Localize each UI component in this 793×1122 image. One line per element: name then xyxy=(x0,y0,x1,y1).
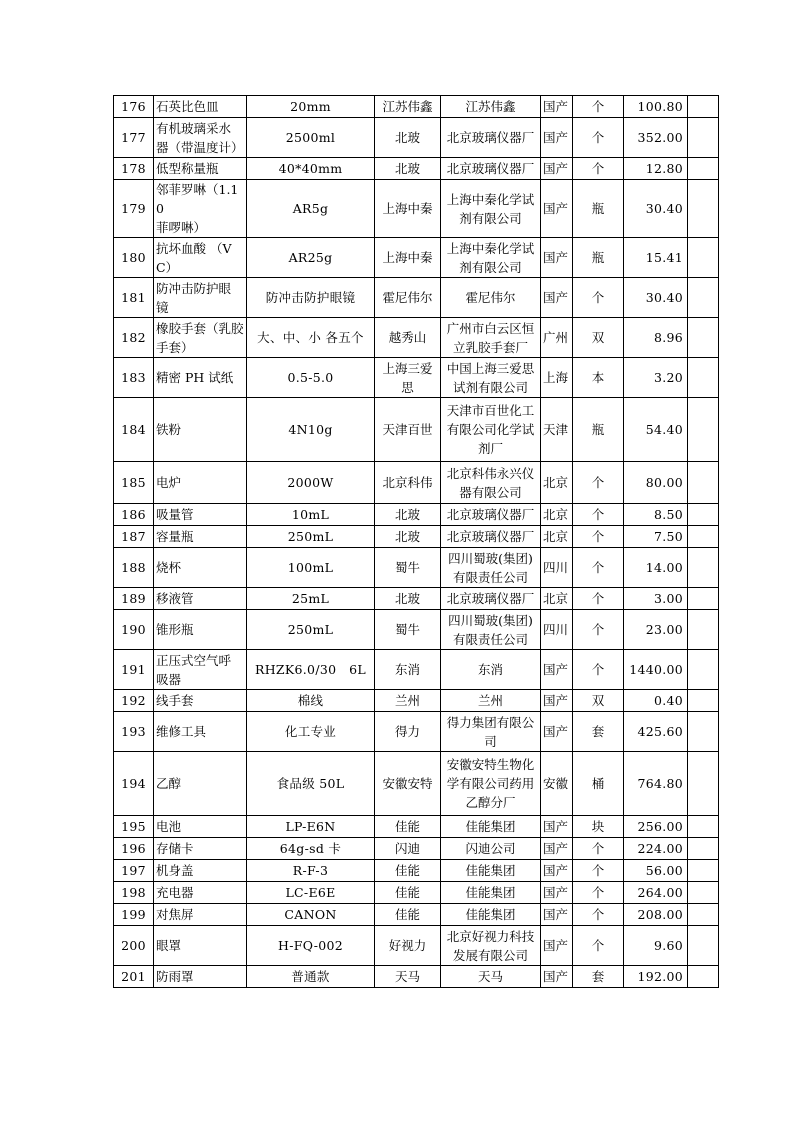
item-unit: 个 xyxy=(573,838,624,860)
item-manufacturer xyxy=(441,398,541,462)
row-number: 182 xyxy=(114,318,154,358)
item-brand: 蜀牛 xyxy=(375,610,441,650)
item-origin: 广州 xyxy=(541,318,573,358)
item-name-text: 防冲击防护眼 镜 xyxy=(156,280,232,315)
item-name: 电池 xyxy=(154,816,247,838)
item-manufacturer: 霍尼伟尔 xyxy=(441,278,541,318)
item-unit: 个 xyxy=(573,526,624,548)
row-number: 188 xyxy=(114,548,154,588)
item-unit: 个 xyxy=(573,504,624,526)
item-manufacturer: 北京玻璃仪器厂 xyxy=(441,588,541,610)
item-origin: 四川 xyxy=(541,610,573,650)
item-manufacturer: 北京玻璃仪器厂 xyxy=(441,526,541,548)
item-name xyxy=(154,318,247,358)
item-manufacturer xyxy=(441,462,541,504)
row-number: 201 xyxy=(114,966,154,988)
item-manufacturer: 佳能集团 xyxy=(441,816,541,838)
item-manufacturer-text: 天津市百世化工 有限公司化学试 剂厂 xyxy=(446,403,535,456)
item-unit: 双 xyxy=(573,690,624,712)
item-unit: 套 xyxy=(573,712,624,752)
item-spec: LP-E6N xyxy=(247,816,375,838)
table-row xyxy=(114,838,719,860)
item-price: 3.20 xyxy=(624,358,688,398)
item-name xyxy=(154,278,247,318)
item-note xyxy=(688,926,719,966)
item-brand: 天津百世 xyxy=(375,398,441,462)
item-brand: 上海中秦 xyxy=(375,180,441,238)
item-name: 吸量管 xyxy=(154,504,247,526)
item-unit: 瓶 xyxy=(573,180,624,238)
item-price: 30.40 xyxy=(624,180,688,238)
item-spec: 2000W xyxy=(247,462,375,504)
table-row xyxy=(114,118,719,158)
table-body xyxy=(114,96,719,988)
table-row xyxy=(114,690,719,712)
item-brand: 闪迪 xyxy=(375,838,441,860)
item-price: 224.00 xyxy=(624,838,688,860)
item-brand: 佳能 xyxy=(375,904,441,926)
item-note xyxy=(688,838,719,860)
table-row xyxy=(114,180,719,238)
item-manufacturer-text: 北京科伟永兴仪 器有限公司 xyxy=(446,465,535,500)
item-note xyxy=(688,118,719,158)
item-brand: 霍尼伟尔 xyxy=(375,278,441,318)
item-unit: 桶 xyxy=(573,752,624,816)
item-price: 425.60 xyxy=(624,712,688,752)
item-brand: 北玻 xyxy=(375,118,441,158)
item-unit: 个 xyxy=(573,650,624,690)
item-unit: 双 xyxy=(573,318,624,358)
item-unit: 个 xyxy=(573,904,624,926)
item-brand-text: 上海三爱 思 xyxy=(382,360,433,395)
item-name-text: 正压式空气呼 吸器 xyxy=(156,652,232,687)
item-spec: 2500ml xyxy=(247,118,375,158)
item-spec: 化工专业 xyxy=(247,712,375,752)
item-manufacturer: 佳能集团 xyxy=(441,904,541,926)
table-row xyxy=(114,610,719,650)
item-note xyxy=(688,650,719,690)
item-origin: 北京 xyxy=(541,462,573,504)
item-origin: 国产 xyxy=(541,96,573,118)
item-manufacturer-text: 上海中秦化学试 剂有限公司 xyxy=(446,240,535,275)
item-price: 56.00 xyxy=(624,860,688,882)
item-name: 抗坏血酸 （VC） xyxy=(154,238,247,278)
item-brand: 越秀山 xyxy=(375,318,441,358)
item-origin: 四川 xyxy=(541,548,573,588)
item-origin: 国产 xyxy=(541,966,573,988)
item-name: 对焦屏 xyxy=(154,904,247,926)
item-price: 3.00 xyxy=(624,588,688,610)
item-note xyxy=(688,96,719,118)
item-spec: 4N10g xyxy=(247,398,375,462)
item-manufacturer: 北京玻璃仪器厂 xyxy=(441,504,541,526)
item-unit: 个 xyxy=(573,158,624,180)
item-manufacturer-text: 中国上海三爱思 试剂有限公司 xyxy=(446,360,535,395)
item-spec: AR5g xyxy=(247,180,375,238)
item-name-text: 有机玻璃采水 器（带温度计） xyxy=(156,120,244,155)
row-number: 197 xyxy=(114,860,154,882)
item-price: 15.41 xyxy=(624,238,688,278)
item-unit: 个 xyxy=(573,96,624,118)
item-note xyxy=(688,526,719,548)
item-manufacturer xyxy=(441,752,541,816)
item-manufacturer: 北京玻璃仪器厂 xyxy=(441,118,541,158)
row-number: 177 xyxy=(114,118,154,158)
row-number: 196 xyxy=(114,838,154,860)
item-manufacturer: 天马 xyxy=(441,966,541,988)
row-number: 181 xyxy=(114,278,154,318)
item-unit: 瓶 xyxy=(573,398,624,462)
row-number: 183 xyxy=(114,358,154,398)
table-row xyxy=(114,278,719,318)
item-manufacturer: 兰州 xyxy=(441,690,541,712)
item-price: 8.50 xyxy=(624,504,688,526)
row-number: 194 xyxy=(114,752,154,816)
item-manufacturer xyxy=(441,548,541,588)
item-price: 9.60 xyxy=(624,926,688,966)
item-spec: 食品级 50L xyxy=(247,752,375,816)
row-number: 191 xyxy=(114,650,154,690)
item-spec: 250mL xyxy=(247,610,375,650)
item-spec: RHZK6.0/30 6L xyxy=(247,650,375,690)
item-origin: 国产 xyxy=(541,926,573,966)
item-manufacturer xyxy=(441,358,541,398)
item-origin: 国产 xyxy=(541,650,573,690)
item-price: 192.00 xyxy=(624,966,688,988)
item-note xyxy=(688,860,719,882)
item-unit: 个 xyxy=(573,926,624,966)
table-row xyxy=(114,358,719,398)
item-name xyxy=(154,180,247,238)
table-row xyxy=(114,882,719,904)
table-row xyxy=(114,318,719,358)
item-unit: 个 xyxy=(573,610,624,650)
row-number: 195 xyxy=(114,816,154,838)
item-brand: 上海中秦 xyxy=(375,238,441,278)
row-number: 190 xyxy=(114,610,154,650)
item-origin: 天津 xyxy=(541,398,573,462)
item-spec: 100mL xyxy=(247,548,375,588)
item-origin: 国产 xyxy=(541,278,573,318)
item-name-text: 邻菲罗啉（1.10 菲啰啉） xyxy=(156,182,239,235)
item-price: 7.50 xyxy=(624,526,688,548)
table-row xyxy=(114,548,719,588)
item-manufacturer-text: 四川蜀玻(集团) 有限责任公司 xyxy=(448,550,533,585)
item-brand: 天马 xyxy=(375,966,441,988)
row-number: 179 xyxy=(114,180,154,238)
item-price: 764.80 xyxy=(624,752,688,816)
item-manufacturer xyxy=(441,238,541,278)
item-spec: 250mL xyxy=(247,526,375,548)
item-price: 264.00 xyxy=(624,882,688,904)
table-row xyxy=(114,504,719,526)
item-unit: 个 xyxy=(573,860,624,882)
table-row xyxy=(114,860,719,882)
item-origin: 国产 xyxy=(541,816,573,838)
row-number: 176 xyxy=(114,96,154,118)
item-spec: H-FQ-002 xyxy=(247,926,375,966)
item-unit: 套 xyxy=(573,966,624,988)
table-row xyxy=(114,96,719,118)
item-origin: 安徽 xyxy=(541,752,573,816)
item-spec: AR25g xyxy=(247,238,375,278)
row-number: 189 xyxy=(114,588,154,610)
item-note xyxy=(688,966,719,988)
item-brand: 好视力 xyxy=(375,926,441,966)
item-brand: 东消 xyxy=(375,650,441,690)
item-brand: 佳能 xyxy=(375,860,441,882)
item-note xyxy=(688,816,719,838)
row-number: 178 xyxy=(114,158,154,180)
item-name: 电炉 xyxy=(154,462,247,504)
table-row xyxy=(114,752,719,816)
item-brand: 佳能 xyxy=(375,882,441,904)
item-price: 23.00 xyxy=(624,610,688,650)
item-price: 1440.00 xyxy=(624,650,688,690)
item-spec: CANON xyxy=(247,904,375,926)
item-note xyxy=(688,752,719,816)
item-origin: 国产 xyxy=(541,860,573,882)
item-note xyxy=(688,278,719,318)
item-unit: 个 xyxy=(573,588,624,610)
item-manufacturer xyxy=(441,318,541,358)
item-unit: 瓶 xyxy=(573,238,624,278)
item-name xyxy=(154,650,247,690)
item-brand: 得力 xyxy=(375,712,441,752)
item-name: 精密 PH 试纸 xyxy=(154,358,247,398)
item-price: 256.00 xyxy=(624,816,688,838)
item-spec: 防冲击防护眼镜 xyxy=(247,278,375,318)
item-manufacturer-text: 安徽安特生物化 学有限公司药用 乙醇分厂 xyxy=(446,757,535,810)
item-price-table xyxy=(113,95,719,988)
item-name: 铁粉 xyxy=(154,398,247,462)
item-name: 锥形瓶 xyxy=(154,610,247,650)
item-note xyxy=(688,504,719,526)
item-unit: 个 xyxy=(573,548,624,588)
item-name: 防雨罩 xyxy=(154,966,247,988)
item-name: 线手套 xyxy=(154,690,247,712)
row-number: 185 xyxy=(114,462,154,504)
item-note xyxy=(688,462,719,504)
item-name: 烧杯 xyxy=(154,548,247,588)
item-manufacturer: 佳能集团 xyxy=(441,882,541,904)
item-unit: 本 xyxy=(573,358,624,398)
item-note xyxy=(688,610,719,650)
item-note xyxy=(688,882,719,904)
table-row xyxy=(114,816,719,838)
item-spec: 棉线 xyxy=(247,690,375,712)
item-origin: 国产 xyxy=(541,118,573,158)
item-note xyxy=(688,358,719,398)
item-spec: 0.5-5.0 xyxy=(247,358,375,398)
item-manufacturer-text: 四川蜀玻(集团) 有限责任公司 xyxy=(448,612,533,647)
item-manufacturer-text: 得力集团有限公 司 xyxy=(446,714,535,749)
table-row xyxy=(114,462,719,504)
item-name: 眼罩 xyxy=(154,926,247,966)
item-brand: 佳能 xyxy=(375,816,441,838)
item-name: 机身盖 xyxy=(154,860,247,882)
item-origin: 国产 xyxy=(541,838,573,860)
row-number: 184 xyxy=(114,398,154,462)
item-unit: 个 xyxy=(573,118,624,158)
table-row xyxy=(114,158,719,180)
item-name: 充电器 xyxy=(154,882,247,904)
item-spec: 40*40mm xyxy=(247,158,375,180)
item-note xyxy=(688,238,719,278)
item-spec: 20mm xyxy=(247,96,375,118)
item-manufacturer: 闪迪公司 xyxy=(441,838,541,860)
item-unit: 块 xyxy=(573,816,624,838)
item-spec: LC-E6E xyxy=(247,882,375,904)
item-name: 维修工具 xyxy=(154,712,247,752)
item-unit: 个 xyxy=(573,278,624,318)
row-number: 192 xyxy=(114,690,154,712)
item-origin: 上海 xyxy=(541,358,573,398)
item-unit: 个 xyxy=(573,882,624,904)
item-price: 0.40 xyxy=(624,690,688,712)
item-manufacturer: 北京玻璃仪器厂 xyxy=(441,158,541,180)
item-manufacturer-text: 上海中秦化学试 剂有限公司 xyxy=(446,191,535,226)
item-spec: 10mL xyxy=(247,504,375,526)
item-origin: 国产 xyxy=(541,238,573,278)
item-brand: 北玻 xyxy=(375,526,441,548)
item-brand xyxy=(375,358,441,398)
item-price: 30.40 xyxy=(624,278,688,318)
item-note xyxy=(688,180,719,238)
item-manufacturer: 东消 xyxy=(441,650,541,690)
row-number: 180 xyxy=(114,238,154,278)
item-spec: R-F-3 xyxy=(247,860,375,882)
item-origin: 北京 xyxy=(541,588,573,610)
item-brand: 北玻 xyxy=(375,158,441,180)
item-name: 存储卡 xyxy=(154,838,247,860)
item-origin: 国产 xyxy=(541,712,573,752)
item-price: 100.80 xyxy=(624,96,688,118)
item-note xyxy=(688,158,719,180)
row-number: 186 xyxy=(114,504,154,526)
row-number: 187 xyxy=(114,526,154,548)
item-price: 14.00 xyxy=(624,548,688,588)
item-note xyxy=(688,904,719,926)
item-name-text: 橡胶手套（乳胶 手套） xyxy=(156,320,244,355)
table-row xyxy=(114,904,719,926)
item-manufacturer xyxy=(441,926,541,966)
item-brand: 北京科伟 xyxy=(375,462,441,504)
item-note xyxy=(688,712,719,752)
item-brand: 北玻 xyxy=(375,504,441,526)
item-name: 石英比色皿 xyxy=(154,96,247,118)
item-origin: 国产 xyxy=(541,882,573,904)
item-manufacturer: 佳能集团 xyxy=(441,860,541,882)
item-name xyxy=(154,118,247,158)
item-manufacturer: 江苏伟鑫 xyxy=(441,96,541,118)
item-origin: 国产 xyxy=(541,158,573,180)
item-manufacturer xyxy=(441,180,541,238)
item-note xyxy=(688,690,719,712)
table-row xyxy=(114,588,719,610)
item-origin: 国产 xyxy=(541,904,573,926)
item-manufacturer xyxy=(441,610,541,650)
item-origin: 国产 xyxy=(541,690,573,712)
item-brand: 北玻 xyxy=(375,588,441,610)
item-origin: 国产 xyxy=(541,180,573,238)
table-row xyxy=(114,926,719,966)
table-row xyxy=(114,238,719,278)
item-name: 乙醇 xyxy=(154,752,247,816)
item-origin: 北京 xyxy=(541,504,573,526)
item-origin: 北京 xyxy=(541,526,573,548)
item-brand: 江苏伟鑫 xyxy=(375,96,441,118)
table-row xyxy=(114,398,719,462)
item-price: 208.00 xyxy=(624,904,688,926)
item-price: 12.80 xyxy=(624,158,688,180)
item-name: 容量瓶 xyxy=(154,526,247,548)
item-spec: 25mL xyxy=(247,588,375,610)
row-number: 199 xyxy=(114,904,154,926)
row-number: 200 xyxy=(114,926,154,966)
item-price: 80.00 xyxy=(624,462,688,504)
item-spec: 大、中、小 各五个 xyxy=(247,318,375,358)
item-note xyxy=(688,548,719,588)
item-name: 移液管 xyxy=(154,588,247,610)
item-manufacturer xyxy=(441,712,541,752)
item-manufacturer-text: 北京好视力科技 发展有限公司 xyxy=(446,928,535,963)
row-number: 198 xyxy=(114,882,154,904)
item-price: 54.40 xyxy=(624,398,688,462)
item-spec: 普通款 xyxy=(247,966,375,988)
item-note xyxy=(688,398,719,462)
item-manufacturer-text: 广州市白云区恒 立乳胶手套厂 xyxy=(446,320,535,355)
item-unit: 个 xyxy=(573,462,624,504)
item-spec: 64g-sd 卡 xyxy=(247,838,375,860)
item-price: 8.96 xyxy=(624,318,688,358)
item-brand: 兰州 xyxy=(375,690,441,712)
item-note xyxy=(688,588,719,610)
item-price: 352.00 xyxy=(624,118,688,158)
table-row xyxy=(114,526,719,548)
item-note xyxy=(688,318,719,358)
table-row xyxy=(114,650,719,690)
item-brand: 蜀牛 xyxy=(375,548,441,588)
table-row xyxy=(114,966,719,988)
item-name: 低型称量瓶 xyxy=(154,158,247,180)
table-row xyxy=(114,712,719,752)
item-brand: 安徽安特 xyxy=(375,752,441,816)
row-number: 193 xyxy=(114,712,154,752)
